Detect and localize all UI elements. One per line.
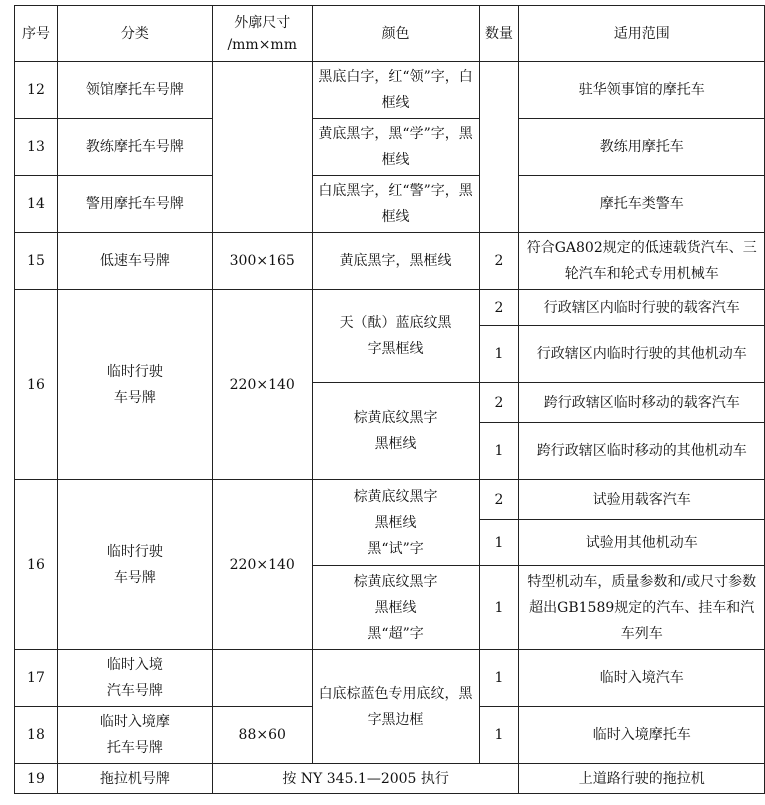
category-cell: 领馆摩托车号牌	[57, 62, 212, 119]
qty-cell: 1	[479, 423, 519, 480]
scope-cell: 摩托车类警车	[519, 176, 765, 233]
rule-cell: 按 NY 345.1—2005 执行	[212, 764, 519, 794]
qty-cell: 2	[479, 383, 519, 423]
table-row	[15, 62, 765, 119]
color-cell: 棕黄底纹黑字黑框线黑“试”字	[312, 480, 479, 566]
header-row	[15, 6, 765, 62]
seq-cell: 16	[15, 480, 58, 650]
category-cell: 教练摩托车号牌	[57, 119, 212, 176]
category-cell: 拖拉机号牌	[57, 764, 212, 794]
seq-cell: 16	[15, 290, 58, 480]
size-cell: 220×140	[212, 290, 312, 480]
color-cell: 黄底黑字，黑“学”字，黑框线	[312, 119, 479, 176]
scope-cell: 驻华领事馆的摩托车	[519, 62, 765, 119]
seq-cell: 18	[15, 707, 58, 764]
seq-cell: 17	[15, 650, 58, 707]
scope-cell: 试验用其他机动车	[519, 520, 765, 566]
size-cell-empty	[212, 62, 312, 233]
table-row	[15, 764, 765, 794]
license-plate-table	[14, 5, 765, 794]
table-row	[15, 480, 765, 520]
qty-cell: 2	[479, 290, 519, 326]
color-cell: 天（酞）蓝底纹黑字黑框线	[312, 290, 479, 383]
category-cell: 警用摩托车号牌	[57, 176, 212, 233]
color-cell: 白底棕蓝色专用底纹，黑字黑边框	[312, 650, 479, 764]
header-scope: 适用范围	[519, 6, 765, 62]
seq-cell: 15	[15, 233, 58, 290]
category-cell: 临时行驶车号牌	[57, 480, 212, 650]
table-row	[15, 290, 765, 326]
qty-cell: 1	[479, 707, 519, 764]
qty-cell-empty	[479, 62, 519, 233]
scope-cell: 上道路行驶的拖拉机	[519, 764, 765, 794]
qty-cell: 2	[479, 480, 519, 520]
header-size-line2: /mm×mm	[227, 36, 297, 53]
table-row	[15, 176, 765, 233]
seq-cell: 14	[15, 176, 58, 233]
color-cell: 棕黄底纹黑字黑框线黑“超”字	[312, 566, 479, 650]
size-cell: 88×60	[212, 707, 312, 764]
scope-cell: 跨行政辖区临时移动的载客汽车	[519, 383, 765, 423]
qty-cell: 1	[479, 520, 519, 566]
color-cell: 棕黄底纹黑字黑框线	[312, 383, 479, 480]
scope-cell: 特型机动车，质量参数和/或尺寸参数超出GB1589规定的汽车、挂车和汽车列车	[519, 566, 765, 650]
scope-cell: 试验用载客汽车	[519, 480, 765, 520]
category-cell: 临时入境汽车号牌	[57, 650, 212, 707]
seq-cell: 12	[15, 62, 58, 119]
qty-cell: 1	[479, 650, 519, 707]
header-size-line1: 外廓尺寸	[234, 14, 291, 31]
table-row	[15, 233, 765, 290]
category-cell: 临时入境摩托车号牌	[57, 707, 212, 764]
qty-cell: 1	[479, 326, 519, 383]
scope-cell: 临时入境摩托车	[519, 707, 765, 764]
seq-cell: 13	[15, 119, 58, 176]
scope-cell: 教练用摩托车	[519, 119, 765, 176]
scope-cell: 临时入境汽车	[519, 650, 765, 707]
color-cell: 黑底白字，红“领”字，白框线	[312, 62, 479, 119]
scope-cell: 行政辖区内临时行驶的其他机动车	[519, 326, 765, 383]
header-size	[212, 6, 312, 62]
header-color: 颜色	[312, 6, 479, 62]
qty-cell: 1	[479, 566, 519, 650]
size-cell: 220×140	[212, 480, 312, 650]
seq-cell: 19	[15, 764, 58, 794]
color-cell: 白底黑字，红“警”字，黑框线	[312, 176, 479, 233]
scope-cell: 行政辖区内临时行驶的载客汽车	[519, 290, 765, 326]
category-cell: 低速车号牌	[57, 233, 212, 290]
scope-cell: 符合GA802规定的低速载货汽车、三轮汽车和轮式专用机械车	[519, 233, 765, 290]
size-cell-empty	[212, 650, 312, 707]
size-cell: 300×165	[212, 233, 312, 290]
color-cell: 黄底黑字，黑框线	[312, 233, 479, 290]
header-category: 分类	[57, 6, 212, 62]
header-qty: 数量	[479, 6, 519, 62]
scope-cell: 跨行政辖区临时移动的其他机动车	[519, 423, 765, 480]
category-cell: 临时行驶车号牌	[57, 290, 212, 480]
header-seq: 序号	[15, 6, 58, 62]
table-row	[15, 119, 765, 176]
table-row	[15, 650, 765, 707]
qty-cell: 2	[479, 233, 519, 290]
